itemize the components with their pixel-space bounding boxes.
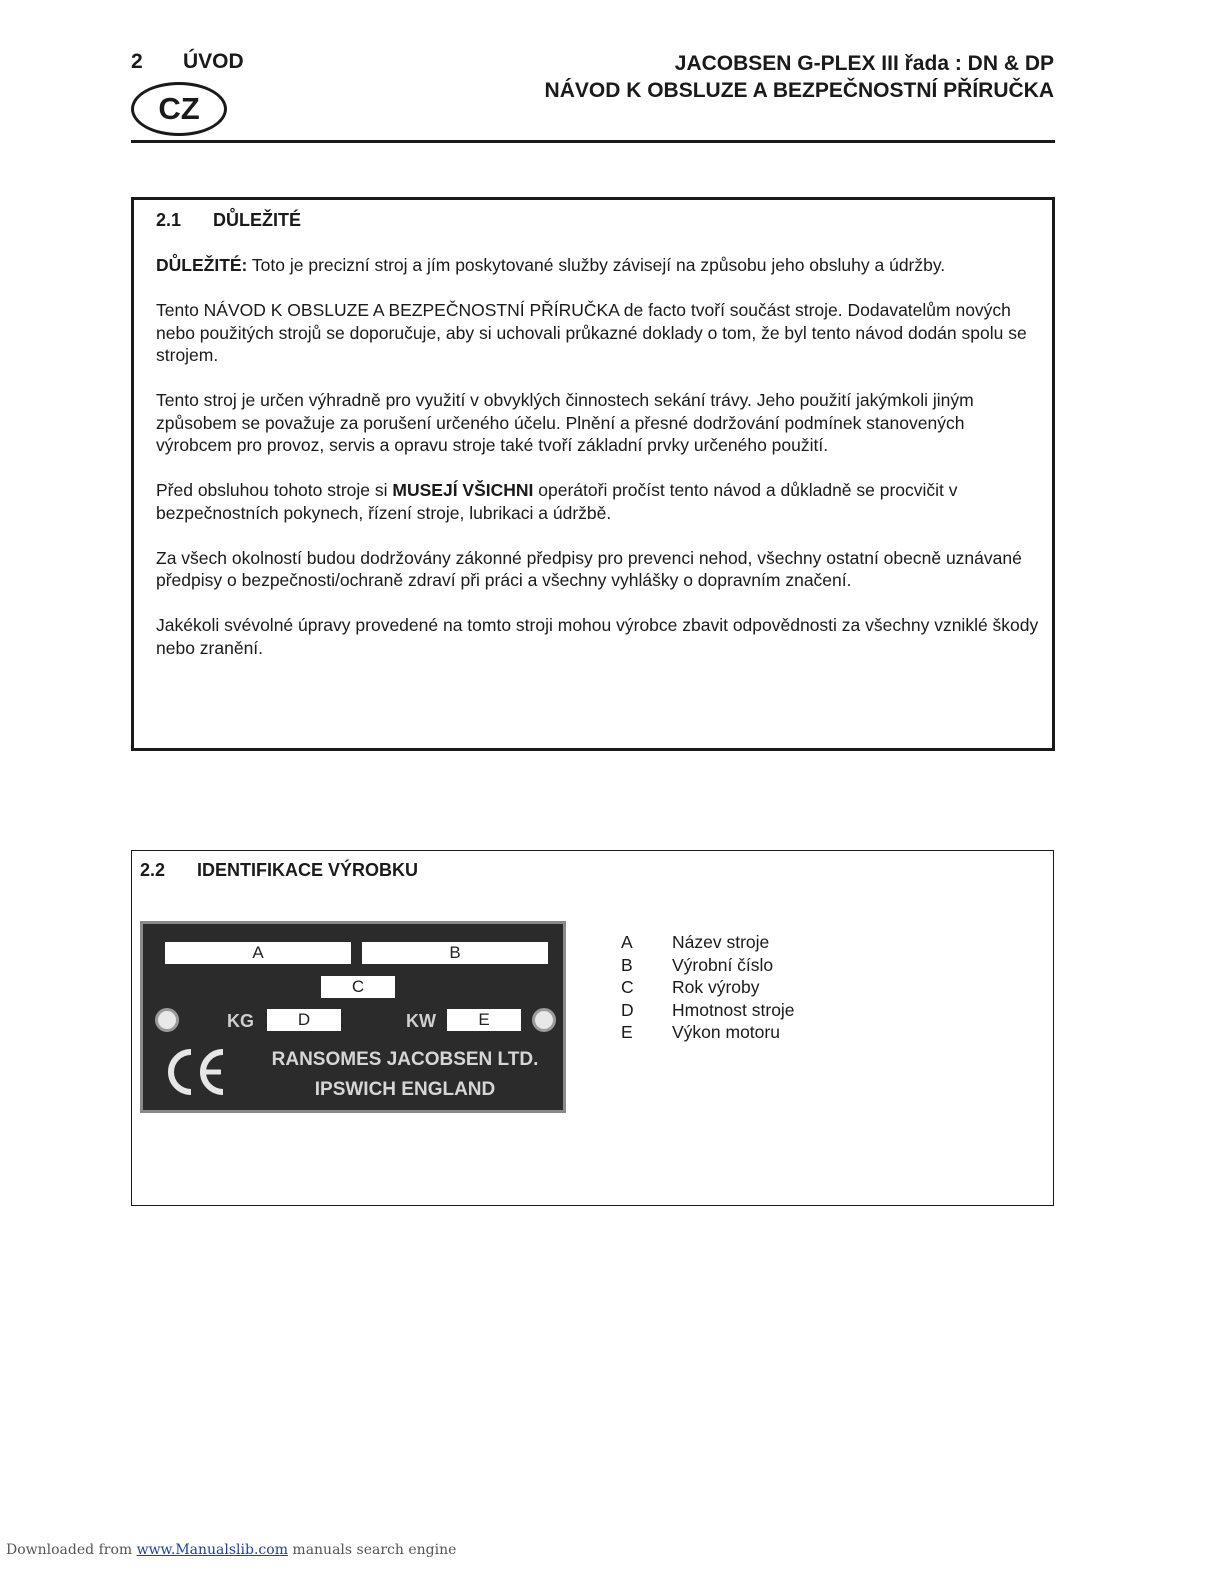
footer-prefix: Downloaded from <box>6 1542 137 1558</box>
plate-slot-b: B <box>362 942 548 964</box>
paragraph-3: Tento stroj je určen výhradně pro využití v obvyklých činnostech sekání trávy. Jeho použití jakýmkoli jiným způsobem se považuje za porušení určeného účelu. Plnění a přesné dodržování podmínek stanovených výrobcem pro provoz, servis a opravu stroje také tvoří základní prvky určeného použití. <box>156 390 974 455</box>
plate-slot-c: C <box>321 976 395 998</box>
header-rule <box>131 140 1055 143</box>
paragraph-4-after: operátoři pročíst tento návod a důkladně se procvičit v bezpečnostních pokynech, řízení stroje, lubrikaci a údržbě. <box>156 480 958 523</box>
section-title-text: IDENTIFIKACE VÝROBKU <box>197 860 419 880</box>
identification-plate-image <box>140 921 566 1113</box>
language-badge <box>131 82 227 136</box>
paragraph-1-bold: DŮLEŽITÉ: <box>156 255 248 275</box>
legend-label: Název stroje <box>672 932 770 952</box>
page-header-left <box>131 50 244 74</box>
paragraph-6: Jakékoli svévolné úpravy provedené na tomto stroji mohou výrobce zbavit odpovědnosti za všechny vzniklé škody nebo zranění. <box>156 615 1039 658</box>
plate-maker-line1: RANSOMES JACOBSEN LTD. <box>271 1049 539 1070</box>
legend-item <box>621 999 795 1022</box>
plate-maker-text <box>255 1045 555 1105</box>
section-number: 2.2 <box>140 860 166 880</box>
section-name: ÚVOD <box>183 50 244 73</box>
document-title <box>545 50 1054 104</box>
legend-item <box>621 976 795 999</box>
paragraph-4-bold: MUSEJÍ VŠICHNI <box>392 480 534 500</box>
legend-item <box>621 1021 795 1044</box>
footer-link[interactable]: www.Manualslib.com <box>136 1542 288 1558</box>
paragraph-1 <box>156 254 1040 277</box>
section-title-text: DŮLEŽITÉ <box>213 210 301 230</box>
legend-label: Výkon motoru <box>672 1022 780 1042</box>
ce-mark-icon <box>165 1046 229 1098</box>
legend-label: Rok výroby <box>672 977 760 997</box>
legend-key: B <box>621 954 633 975</box>
paragraph-1-text: Toto je precizní stroj a jím poskytované služby závisejí na způsobu jeho obsluhy a údržby. <box>247 255 946 275</box>
plate-slot-a: A <box>165 942 351 964</box>
identification-section-box <box>131 850 1054 1206</box>
plate-slot-e: E <box>447 1009 521 1031</box>
paragraph-4 <box>156 479 1040 524</box>
footer-suffix: manuals search engine <box>287 1542 457 1558</box>
plate-slot-d: D <box>267 1009 341 1031</box>
rivet-left-icon <box>155 1008 179 1032</box>
paragraph-5: Za všech okolností budou dodržovány zákonné předpisy pro prevenci nehod, všechny ostatní obecně uznávané předpisy o bezpečnosti/ochraně zdraví při práci a všechny vyhlášky o dopravním značení. <box>156 547 1022 590</box>
document-title-line2: NÁVOD K OBSLUZE A BEZPEČNOSTNÍ PŘÍRUČKA <box>544 79 1054 102</box>
legend-item <box>621 954 795 977</box>
plate-maker-line2: IPSWICH ENGLAND <box>314 1079 496 1100</box>
legend-label: Hmotnost stroje <box>672 999 795 1020</box>
rivet-right-icon <box>532 1008 556 1032</box>
page-number: 2 <box>131 50 143 73</box>
section-number: 2.1 <box>156 210 182 230</box>
important-section-box <box>131 197 1055 751</box>
identification-section-title <box>140 860 418 881</box>
document-title-line1: JACOBSEN G-PLEX III řada : DN & DP <box>674 52 1054 75</box>
language-badge-label: CZ <box>158 91 200 126</box>
paragraph-4-before: Před obsluhou tohoto stroje si <box>156 480 393 500</box>
plate-legend <box>621 931 795 1044</box>
legend-key: A <box>621 932 633 952</box>
important-section-body <box>156 254 1040 682</box>
legend-label: Výrobní číslo <box>672 954 774 975</box>
legend-key: D <box>621 999 634 1020</box>
important-section-title <box>156 210 301 231</box>
download-footer <box>6 1542 456 1558</box>
plate-kg-label: KG <box>227 1011 254 1031</box>
legend-key: E <box>621 1022 633 1042</box>
legend-item <box>621 931 795 954</box>
paragraph-2: Tento NÁVOD K OBSLUZE A BEZPEČNOSTNÍ PŘÍRUČKA de facto tvoří součást stroje. Dodavatelům nových nebo použitých strojů se doporučuje, aby si uchovali průkazné doklady o tom, že byl tento návod dodán spolu se strojem. <box>156 300 1027 365</box>
legend-key: C <box>621 977 634 997</box>
plate-kw-label: KW <box>406 1011 436 1031</box>
